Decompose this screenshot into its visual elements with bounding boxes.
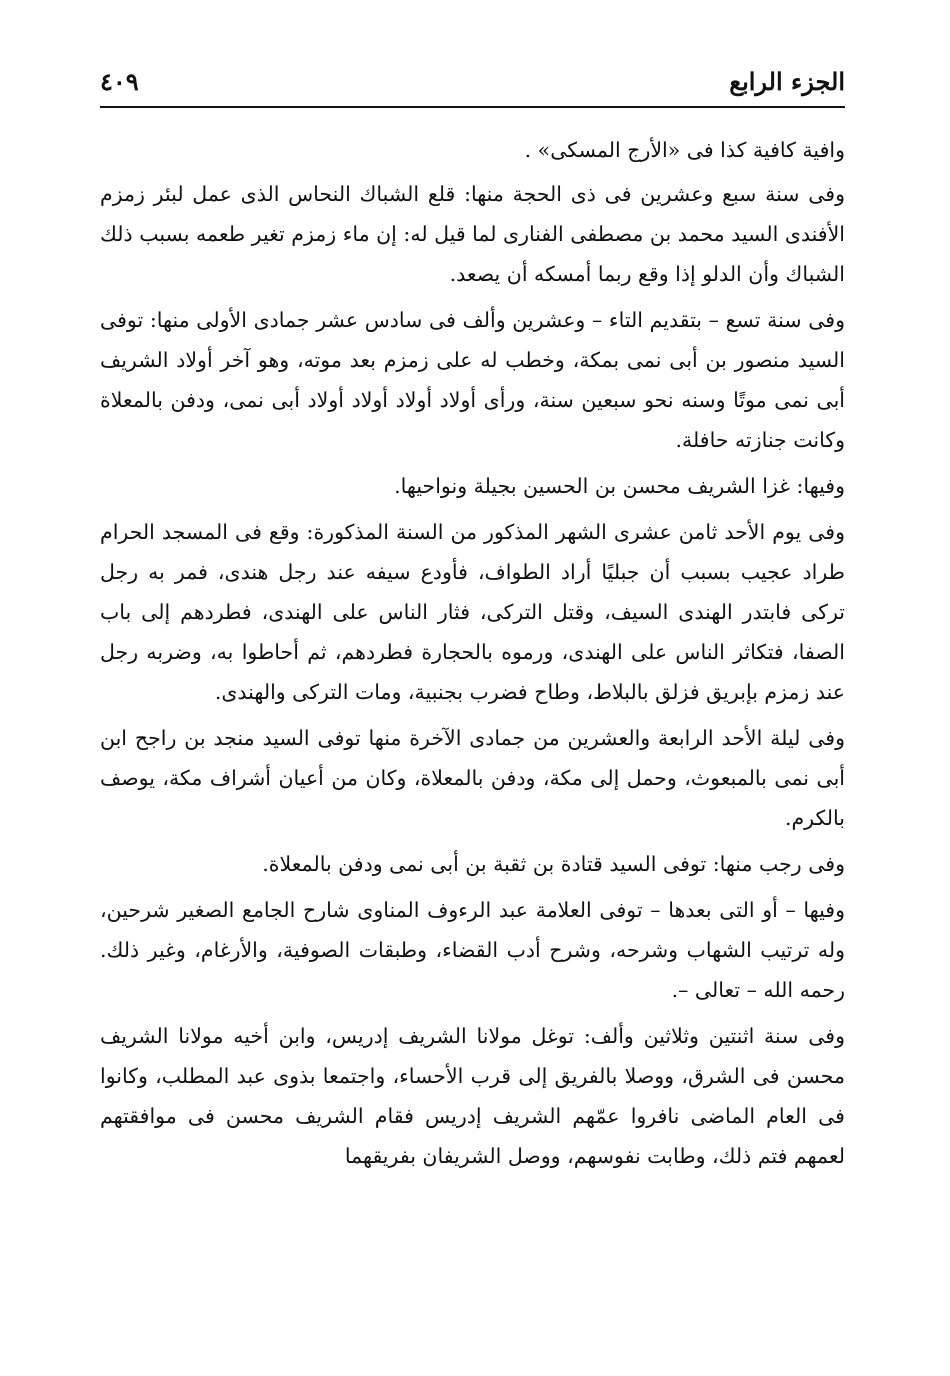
book-page (100, 60, 845, 1182)
paragraph-9: وفى سنة اثنتين وثلاثين وألف: توغل مولانا الشريف إدريس، وابن أخيه مولانا الشريف محسن فى الشرق، ووصلا بالفريق إلى قرب الأحساء، واجتمعا بذوى عبد المطلب، وكانوا فى العام الماضى نافروا عمّهم الشريف إدريس فقام الشريف محسن فى موافقتهم لعمهم فتم ذلك، وطابت نفوسهم، ووصل الشريفان بفريقهما (100, 1024, 845, 1168)
paragraph-4: وفيها: غزا الشريف محسن بن الحسين بجيلة ونواحيها. (394, 474, 845, 498)
paragraph-8: وفيها – أو التى بعدها – توفى العلامة عبد الرءوف المناوى شارح الجامع الصغير شرحين، وله ترتيب الشهاب وشرحه، وشرح أدب القضاء، وطبقات الصوفية، والأرغام، وغير ذلك. رحمه الله – تعالى –. (100, 898, 845, 1002)
page-body (100, 130, 845, 1176)
paragraph-7: وفى رجب منها: توفى السيد قتادة بن ثقبة بن أبى نمى ودفن بالمعلاة. (262, 852, 845, 876)
paragraph-1: وافية كافية كذا فى «الأرج المسكى» . (524, 138, 845, 162)
paragraph-6: وفى ليلة الأحد الرابعة والعشرين من جمادى الآخرة منها توفى السيد منجد بن راجح ابن أبى نمى بالمبعوث، وحمل إلى مكة، ودفن بالمعلاة، وكان من أعيان أشراف مكة، يوصف بالكرم. (100, 726, 845, 830)
paragraph-2: وفى سنة سبع وعشرين فى ذى الحجة منها: قلع الشباك النحاس الذى عمل لبئر زمزم الأفندى السيد محمد بن مصطفى الفنارى لما قيل له: إن ماء زمزم تغير طعمه بسبب ذلك الشباك وأن الدلو إذا وقع ربما أمسكه أن يصعد. (100, 182, 845, 286)
running-title: الجزء الرابع (729, 67, 845, 96)
page-header (100, 60, 845, 108)
paragraph-5: وفى يوم الأحد ثامن عشرى الشهر المذكور من السنة المذكورة: وقع فى المسجد الحرام طراد عجيب بسبب أن جبليًا أراد الطواف، فأودع سيفه عند رجل هندى، فمر به رجل تركى فابتدر الهندى السيف، وقتل التركى، فثار الناس على الهندى، فطردهم إلى باب الصفا، فتكاثر الناس على الهندى، ورموه بالحجارة فطردهم، ثم أحاطوا به، وضربه رجل عند زمزم بإبريق فزلق بالبلاط، وطاح فضرب بجنبية، ومات التركى والهندى. (100, 520, 845, 704)
paragraph-3: وفى سنة تسع – بتقديم التاء – وعشرين وألف فى سادس عشر جمادى الأولى منها: توفى السيد منصور بن أبى نمى بمكة، وخطب له على زمزم بعد موته، وهو آخر أولاد الشريف أبى نمى موتًا وسنه نحو سبعين سنة، ورأى أولاد أولاد أولاد أولاد أبى نمى، ودفن بالمعلاة وكانت جنازته حافلة. (100, 308, 845, 452)
page-number: ٤٠٩ (100, 67, 139, 96)
